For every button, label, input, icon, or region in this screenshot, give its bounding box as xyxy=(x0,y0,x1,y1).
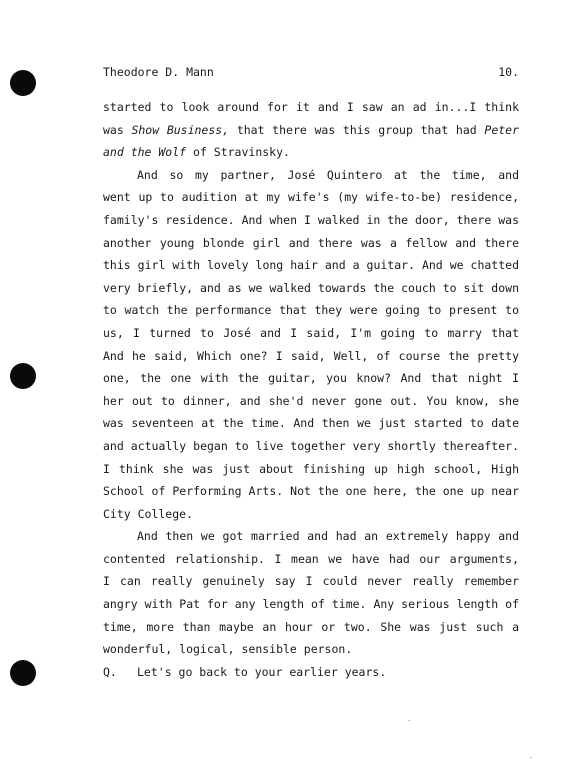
text-run: that there was this group that had xyxy=(229,122,485,137)
page-number: 10. xyxy=(498,65,519,79)
text-line: family's residence. And when I walked in the door, there was xyxy=(103,212,519,227)
text-run: of Stravinsky. xyxy=(186,145,290,160)
page-header xyxy=(103,65,519,85)
text-line: And then we got married and had an extremely happy and xyxy=(137,529,519,544)
text-line: And he said, Which one? I said, Well, of course the pretty xyxy=(103,348,519,363)
text-run: was xyxy=(103,122,132,137)
italic-title: and the Wolf xyxy=(103,145,187,160)
text-line: another young blonde girl and there was a fellow and there xyxy=(103,235,519,250)
text-line: us, I turned to José and I said, I'm going to marry that xyxy=(103,325,519,340)
text-line: was seventeen at the time. And then we just started to date xyxy=(103,416,519,431)
italic-title: Show Business, xyxy=(131,122,230,137)
text-line: I think she was just about finishing up high school, High xyxy=(103,461,519,476)
text-line: one, the one with the guitar, you know? And that night I xyxy=(103,371,519,386)
text-line: her out to dinner, and she'd never gone out. You know, she xyxy=(103,393,519,408)
text-line: I can really genuinely say I could never really remember xyxy=(103,574,519,589)
transcript-body xyxy=(103,96,519,683)
text-line: went up to audition at my wife's (my wife-to-be) residence, xyxy=(103,190,519,205)
text-line: very briefly, and as we walked towards the couch to sit down xyxy=(103,280,519,295)
text-line: angry with Pat for any length of time. Any serious length of xyxy=(103,597,519,612)
scan-speck xyxy=(408,720,410,721)
punch-hole-top xyxy=(10,70,36,96)
text-line xyxy=(103,119,519,142)
question-text: Let's go back to your earlier years. xyxy=(137,664,387,679)
text-line: And so my partner, José Quintero at the time, and xyxy=(137,167,519,182)
text-line: started to look around for it and I saw an ad in...I think xyxy=(103,100,519,114)
text-line: and actually began to live together very shortly thereafter. xyxy=(103,438,519,453)
punch-hole-middle xyxy=(10,363,36,389)
text-line: this girl with lovely long hair and a guitar. And we chatted xyxy=(103,258,519,273)
text-line: to watch the performance that they were going to present to xyxy=(103,303,519,318)
text-line: City College. xyxy=(103,506,194,521)
question-label: Q. xyxy=(103,664,117,679)
text-line: wonderful, logical, sensible person. xyxy=(103,642,353,657)
text-line: time, more than maybe an hour or two. She was just such a xyxy=(103,619,519,634)
text-line: School of Performing Arts. Not the one here, the one up near xyxy=(103,484,519,499)
scan-speck xyxy=(530,757,532,758)
question-line xyxy=(103,661,519,684)
text-line xyxy=(103,141,519,164)
text-line: contented relationship. I mean we have had our arguments, xyxy=(103,551,519,566)
italic-title: Peter xyxy=(484,122,519,137)
header-name: Theodore D. Mann xyxy=(103,65,214,79)
punch-hole-bottom xyxy=(10,660,36,686)
